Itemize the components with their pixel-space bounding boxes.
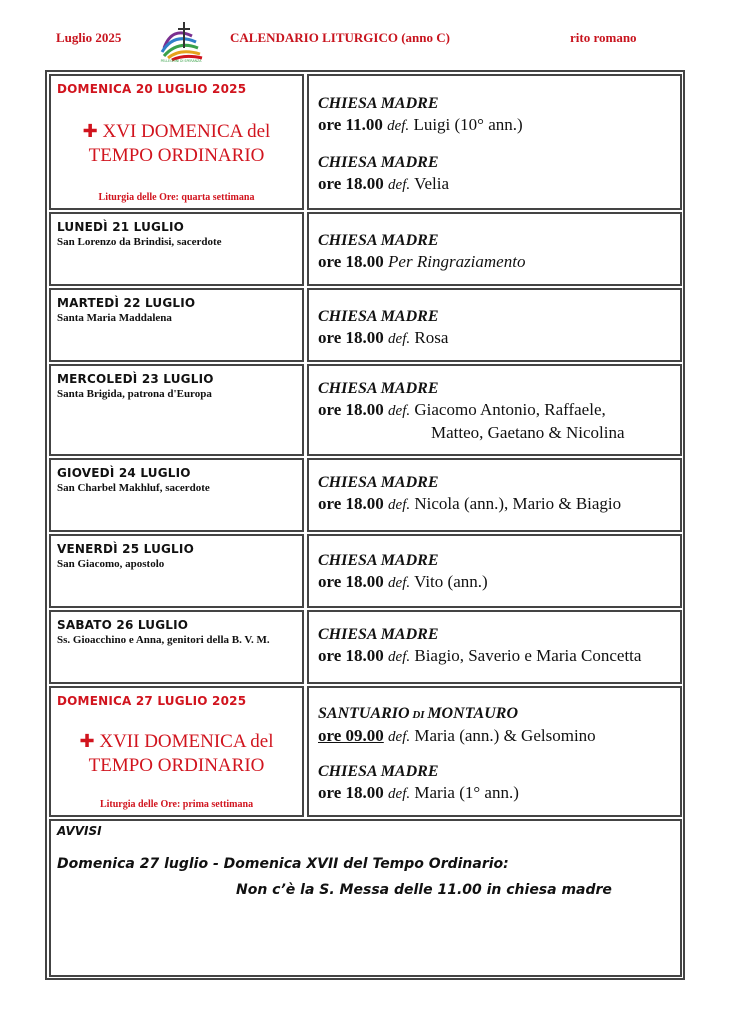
def-label: def. — [388, 729, 411, 745]
liturgy-week: Liturgia delle Ore: prima settimana — [99, 799, 254, 810]
mass-entry — [318, 625, 678, 668]
day-cell-sunday-20 — [49, 74, 304, 210]
mass-entry — [318, 473, 678, 516]
mass-intention-continued: Matteo, Gaetano & Nicolina — [431, 423, 625, 442]
mass-time: ore 18.00 — [318, 328, 384, 347]
mass-time: ore 18.00 — [318, 783, 384, 802]
mass-time-line — [318, 725, 678, 748]
mass-time-line — [318, 571, 678, 594]
mass-entry — [318, 307, 678, 350]
mass-time-line — [318, 173, 678, 196]
feast-line-2: TEMPO ORDINARIO — [88, 755, 265, 776]
mass-cell-tuesday-22 — [307, 288, 682, 362]
day-cell-friday-25 — [49, 534, 304, 608]
day-cell-sunday-27 — [49, 686, 304, 817]
church-name: CHIESA MADRE — [318, 763, 439, 780]
saint-name: Ss. Gioacchino e Anna, genitori della B. V. M. — [57, 634, 270, 646]
saint-name: San Charbel Makhluf, sacerdote — [57, 482, 210, 494]
mass-cell-friday-25 — [307, 534, 682, 608]
mass-cell-sunday-20 — [307, 74, 682, 210]
church-name-part: DI — [409, 709, 428, 721]
day-date: MERCOLEDÌ 23 LUGLIO — [57, 372, 214, 386]
church-name-part: SANTUARIO — [318, 705, 410, 722]
notice-line-2: Non c’è la S. Messa delle 11.00 in chiesa madre — [236, 882, 612, 898]
saint-name: Santa Maria Maddalena — [57, 312, 172, 324]
mass-intention: Luigi (10° ann.) — [413, 115, 523, 134]
saint-name: San Giacomo, apostolo — [57, 558, 165, 570]
mass-time: ore 18.00 — [318, 494, 384, 513]
mass-entry — [318, 762, 678, 805]
mass-intention: Velia — [414, 174, 450, 193]
saint-name: Santa Brigida, patrona d'Europa — [57, 388, 212, 400]
mass-time: ore 09.00 — [318, 726, 384, 745]
mass-entry — [318, 153, 678, 196]
mass-time: ore 18.00 — [318, 400, 384, 419]
notices-box — [49, 819, 682, 977]
mass-cell-monday-21 — [307, 212, 682, 286]
church-name: CHIESA MADRE — [318, 380, 439, 397]
mass-entry — [318, 704, 678, 748]
feast-line-1: XVI DOMENICA del — [102, 121, 271, 142]
mass-time: ore 18.00 — [318, 174, 384, 193]
mass-time-line — [318, 251, 678, 273]
mass-cell-wednesday-23 — [307, 364, 682, 456]
mass-time-line — [318, 493, 678, 516]
mass-time: ore 18.00 — [318, 252, 384, 271]
mass-time-line — [318, 782, 678, 805]
feast-line-1: XVII DOMENICA del — [99, 731, 274, 752]
day-cell-thursday-24 — [49, 458, 304, 532]
notices-title: AVVISI — [57, 824, 102, 838]
feast-line-2: TEMPO ORDINARIO — [88, 145, 265, 166]
mass-time-line — [318, 327, 678, 350]
day-date: DOMENICA 20 LUGLIO 2025 — [57, 82, 247, 96]
mass-entry — [318, 94, 678, 137]
day-date: SABATO 26 LUGLIO — [57, 618, 189, 632]
cross-icon: ✚ — [82, 121, 98, 142]
mass-intention: Biagio, Saverio e Maria Concetta — [414, 646, 642, 665]
def-label: def. — [388, 403, 411, 419]
def-label: def. — [387, 118, 410, 134]
day-date: VENERDÌ 25 LUGLIO — [57, 542, 194, 556]
mass-entry — [318, 551, 678, 594]
mass-intention: Nicola (ann.), Mario & Biagio — [414, 494, 622, 513]
church-name: CHIESA MADRE — [318, 308, 439, 325]
church-name: CHIESA MADRE — [318, 474, 439, 491]
day-date: GIOVEDÌ 24 LUGLIO — [57, 466, 191, 480]
church-name-part: MONTAURO — [427, 705, 518, 722]
mass-time-line — [318, 114, 678, 137]
saint-name: San Lorenzo da Brindisi, sacerdote — [57, 236, 222, 248]
day-date: MARTEDÌ 22 LUGLIO — [57, 296, 196, 310]
notice-line-1: Domenica 27 luglio - Domenica XVII del Tempo Ordinario: — [57, 856, 509, 872]
mass-intention: Giacomo Antonio, Raffaele, — [414, 400, 606, 419]
def-label: def. — [388, 331, 411, 347]
church-name: CHIESA MADRE — [318, 626, 439, 643]
mass-time: ore 18.00 — [318, 572, 384, 591]
church-name: CHIESA MADRE — [318, 552, 439, 569]
mass-cell-saturday-26 — [307, 610, 682, 684]
mass-time-line — [318, 645, 678, 668]
day-date: LUNEDÌ 21 LUGLIO — [57, 220, 185, 234]
header-title: CALENDARIO LITURGICO (anno C) — [230, 30, 450, 45]
def-label: def. — [388, 177, 411, 193]
def-label: def. — [388, 649, 411, 665]
mass-cell-thursday-24 — [307, 458, 682, 532]
mass-intention: Maria (ann.) & Gelsomino — [414, 726, 596, 745]
day-date: DOMENICA 27 LUGLIO 2025 — [57, 694, 247, 708]
feast-title — [51, 120, 302, 168]
header-rite: rito romano — [570, 30, 637, 45]
mass-entry — [318, 379, 678, 444]
mass-entry — [318, 231, 678, 273]
day-cell-wednesday-23 — [49, 364, 304, 456]
church-name: CHIESA MADRE — [318, 95, 439, 112]
liturgy-week: Liturgia delle Ore: quarta settimana — [98, 192, 255, 203]
logo-text: PELLEGRINI DI SPERANZA — [160, 59, 202, 62]
def-label: def. — [388, 575, 411, 591]
mass-cell-sunday-27 — [307, 686, 682, 817]
church-name — [318, 704, 678, 725]
cross-icon: ✚ — [79, 731, 95, 752]
mass-intention: Rosa — [414, 328, 449, 347]
jubilee-logo-icon — [150, 18, 212, 62]
def-label: def. — [388, 497, 411, 513]
mass-time: ore 18.00 — [318, 646, 384, 665]
mass-intention: Maria (1° ann.) — [414, 783, 519, 802]
mass-intention: Per Ringraziamento — [388, 252, 526, 271]
mass-time-line — [318, 399, 678, 422]
mass-time: ore 11.00 — [318, 115, 383, 134]
header-month: Luglio 2025 — [56, 30, 122, 45]
def-label: def. — [388, 786, 411, 802]
mass-intention: Vito (ann.) — [414, 572, 488, 591]
day-cell-saturday-26 — [49, 610, 304, 684]
page-header — [0, 18, 733, 62]
church-name: CHIESA MADRE — [318, 154, 439, 171]
feast-title — [51, 730, 302, 778]
day-cell-tuesday-22 — [49, 288, 304, 362]
day-cell-monday-21 — [49, 212, 304, 286]
church-name: CHIESA MADRE — [318, 232, 439, 249]
